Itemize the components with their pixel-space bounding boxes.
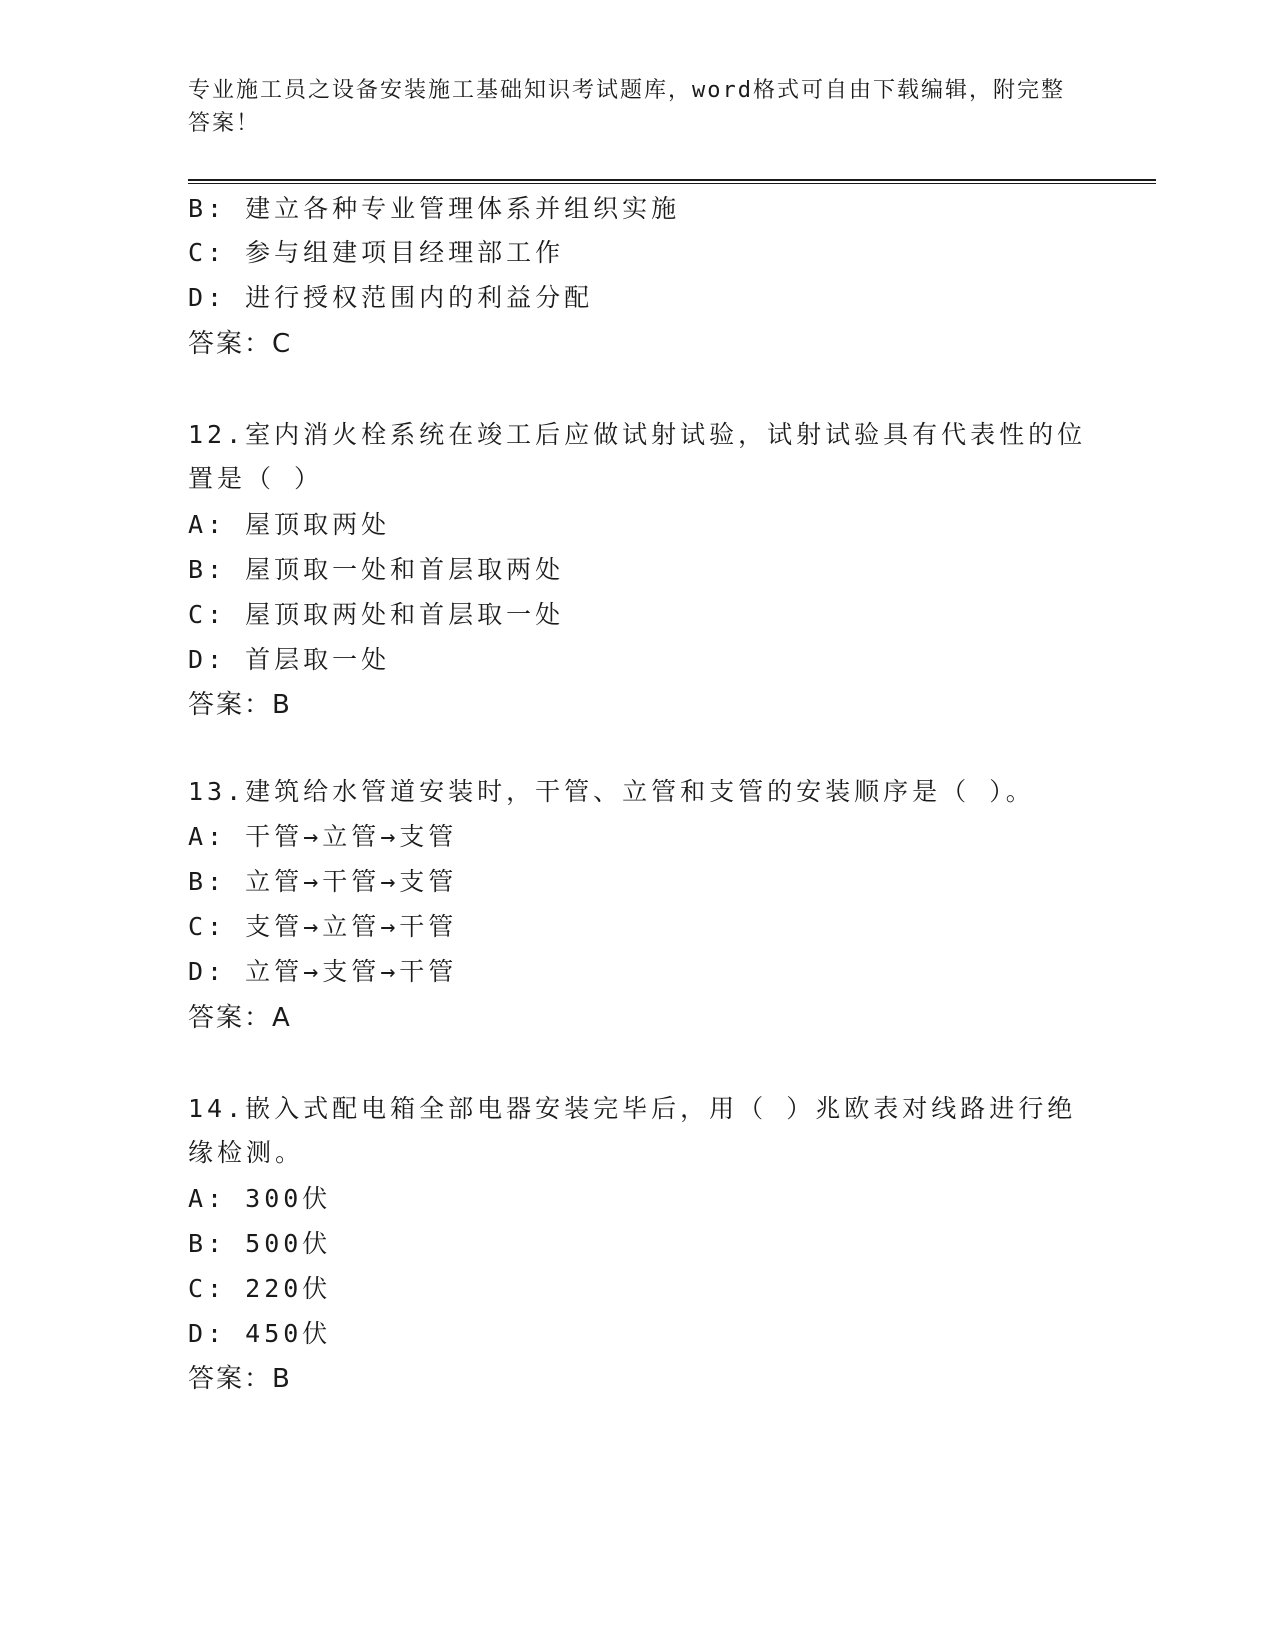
q14-answer: 答案：B [188,1364,292,1394]
q13-option-c: C: 支管→立管→干管 [188,912,458,941]
q12-question: 12.室内消火栓系统在竣工后应做试射试验，试射试验具有代表性的位置是（ ） [188,420,1087,493]
q14-option-a: A: 300伏 [188,1184,332,1213]
q14-option-b: B: 500伏 [188,1229,332,1258]
q13-option-b: B: 立管→干管→支管 [188,867,458,896]
q13-option-d: D: 立管→支管→干管 [188,957,458,986]
header-divider [188,179,1156,181]
q13-question: 13.建筑给水管道安装时，干管、立管和支管的安装顺序是（ ）。 [188,777,1035,806]
q11-option-b: B: 建立各种专业管理体系并组织实施 [188,194,681,223]
q13-option-a: A: 干管→立管→支管 [188,822,458,851]
q12-option-d: D: 首层取一处 [188,645,391,674]
q12-option-c: C: 屋顶取两处和首层取一处 [188,600,565,629]
q12-option-a: A: 屋顶取两处 [188,510,391,539]
q13-answer: 答案：A [188,1003,292,1033]
q12-option-b: B: 屋顶取一处和首层取两处 [188,555,565,584]
q12-answer: 答案：B [188,690,292,720]
q11-option-d: D: 进行授权范围内的利益分配 [188,283,594,312]
q11-option-c: C: 参与组建项目经理部工作 [188,238,565,267]
q11-answer: 答案：C [188,329,293,359]
header-divider-thin [188,183,1156,184]
document-header: 专业施工员之设备安装施工基础知识考试题库，word格式可自由下载编辑，附完整答案！ [188,78,1065,136]
q14-question: 14.嵌入式配电箱全部电器安装完毕后，用（ ）兆欧表对线路进行绝缘检测。 [188,1094,1077,1167]
q14-option-d: D: 450伏 [188,1319,332,1348]
q14-option-c: C: 220伏 [188,1274,332,1303]
